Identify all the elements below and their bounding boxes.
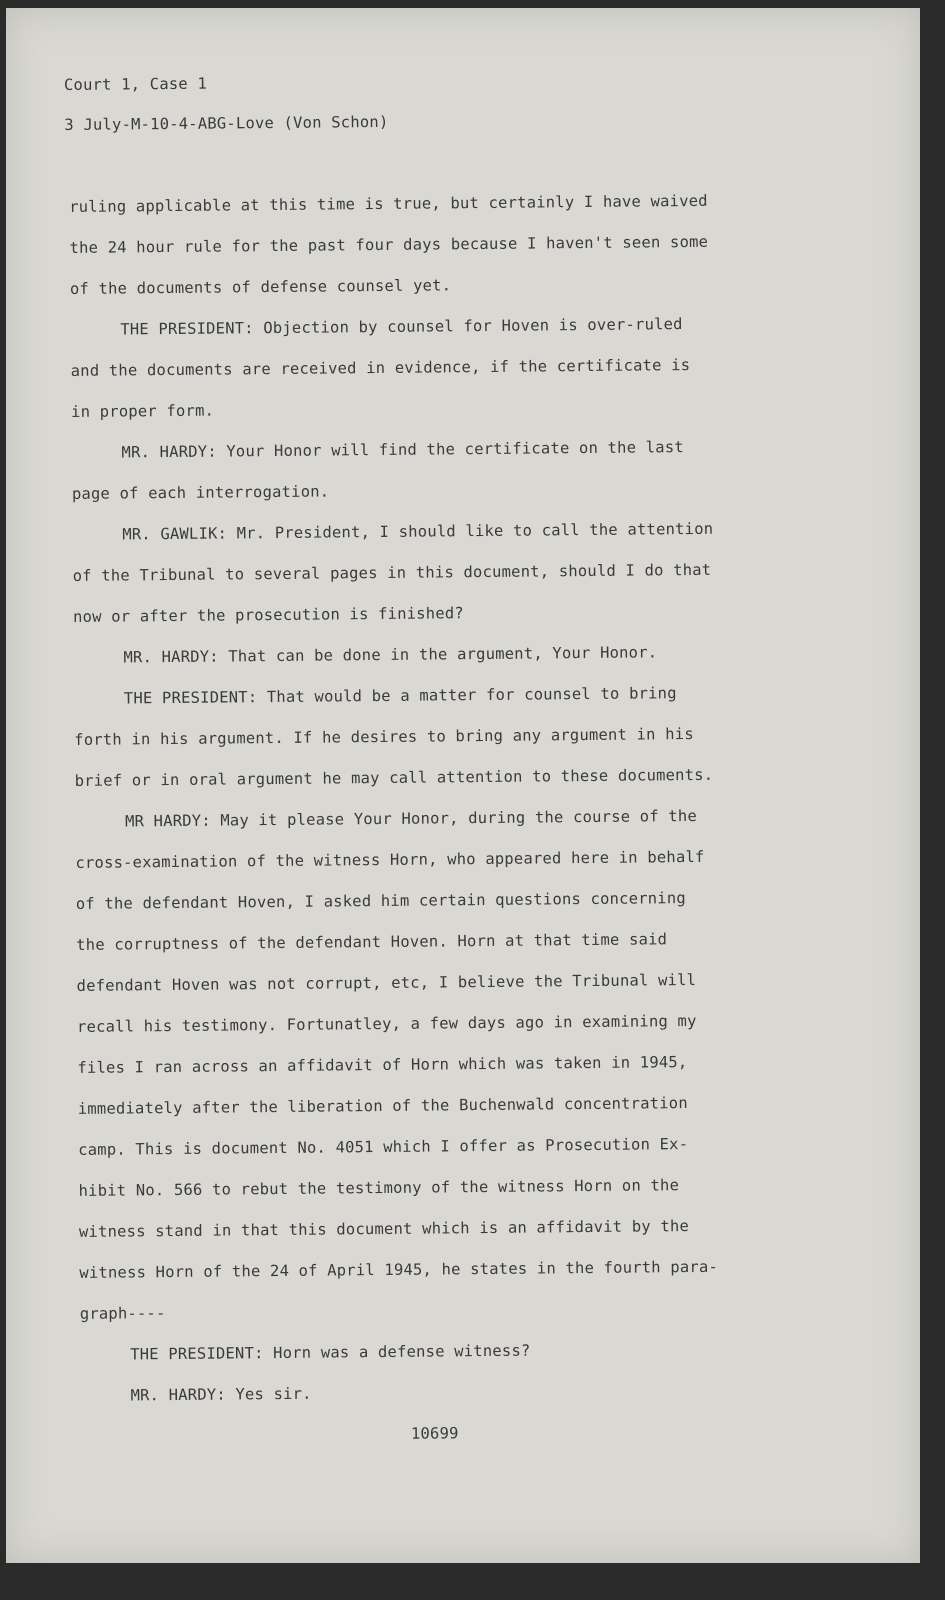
transcript-line: MR HARDY: May it please Your Honor, during the course of the — [124, 806, 698, 831]
transcript-line: THE PRESIDENT: Objection by counsel for Hoven is over-ruled — [120, 315, 683, 339]
transcript-line: of the Tribunal to several pages in this document, should I do that — [72, 560, 712, 585]
header-court: Court 1, Case 1 — [63, 74, 208, 95]
transcript-line: camp. This is document No. 4051 which I offer as Prosecution Ex- — [78, 1135, 689, 1159]
transcript-line: files I ran across an affidavit of Horn which was taken in 1945, — [77, 1053, 688, 1077]
page-number: 10699 — [410, 1424, 459, 1443]
transcript-line: THE PRESIDENT: Horn was a defense witness? — [130, 1341, 531, 1364]
transcript-line: and the documents are received in evidence, if the certificate is — [70, 356, 691, 380]
transcript-line: THE PRESIDENT: That would be a matter for counsel to bring — [123, 684, 677, 708]
transcript-line: immediately after the liberation of the Buchenwald concentration — [77, 1094, 688, 1118]
transcript-line: MR. HARDY: Your Honor will find the certificate on the last — [121, 438, 684, 462]
transcript-line: hibit No. 566 to rebut the testimony of the witness Horn on the — [78, 1176, 680, 1200]
transcript-line: now or after the prosecution is finished? — [72, 604, 464, 626]
document-sheet — [6, 8, 920, 1563]
transcript-line: of the defendant Hoven, I asked him certain questions concerning — [75, 889, 686, 913]
transcript-line: of the documents of defense counsel yet. — [69, 276, 452, 298]
transcript-line: cross-examination of the witness Horn, who appeared here in behalf — [75, 847, 705, 872]
transcript-line: the 24 hour rule for the past four days because I haven't seen some — [69, 232, 709, 257]
transcript-line: ruling applicable at this time is true, but certainly I have waived — [69, 191, 708, 216]
transcript-line: defendant Hoven was not corrupt, etc, I believe the Tribunal will — [76, 970, 697, 995]
transcript-line: MR. GAWLIK: Mr. President, I should like to call the attention — [122, 519, 714, 544]
transcript-line: the corruptness of the defendant Hoven. Horn at that time said — [76, 930, 668, 954]
transcript-line: MR. HARDY: That can be done in the argument, Your Honor. — [123, 643, 658, 667]
transcript-line: recall his testimony. Fortunatley, a few days ago in examining my — [76, 1011, 697, 1036]
transcript-line: witness stand in that this document which is an affidavit by the — [78, 1217, 690, 1241]
header-session: 3 July-M-10-4-ABG-Love (Von Schon) — [64, 112, 389, 135]
transcript-line: page of each interrogation. — [71, 482, 330, 503]
transcript-line: brief or in oral argument he may call attention to these documents. — [74, 765, 714, 790]
transcript-line: forth in his argument. If he desires to bring any argument in his — [74, 725, 694, 749]
transcript-line: witness Horn of the 24 of April 1945, he states in the fourth para- — [79, 1257, 719, 1282]
typed-text — [5, 0, 934, 1564]
transcript-line: MR. HARDY: Yes sir. — [130, 1384, 312, 1405]
transcript-line: in proper form. — [71, 401, 215, 421]
transcript-line: graph---- — [79, 1304, 166, 1323]
